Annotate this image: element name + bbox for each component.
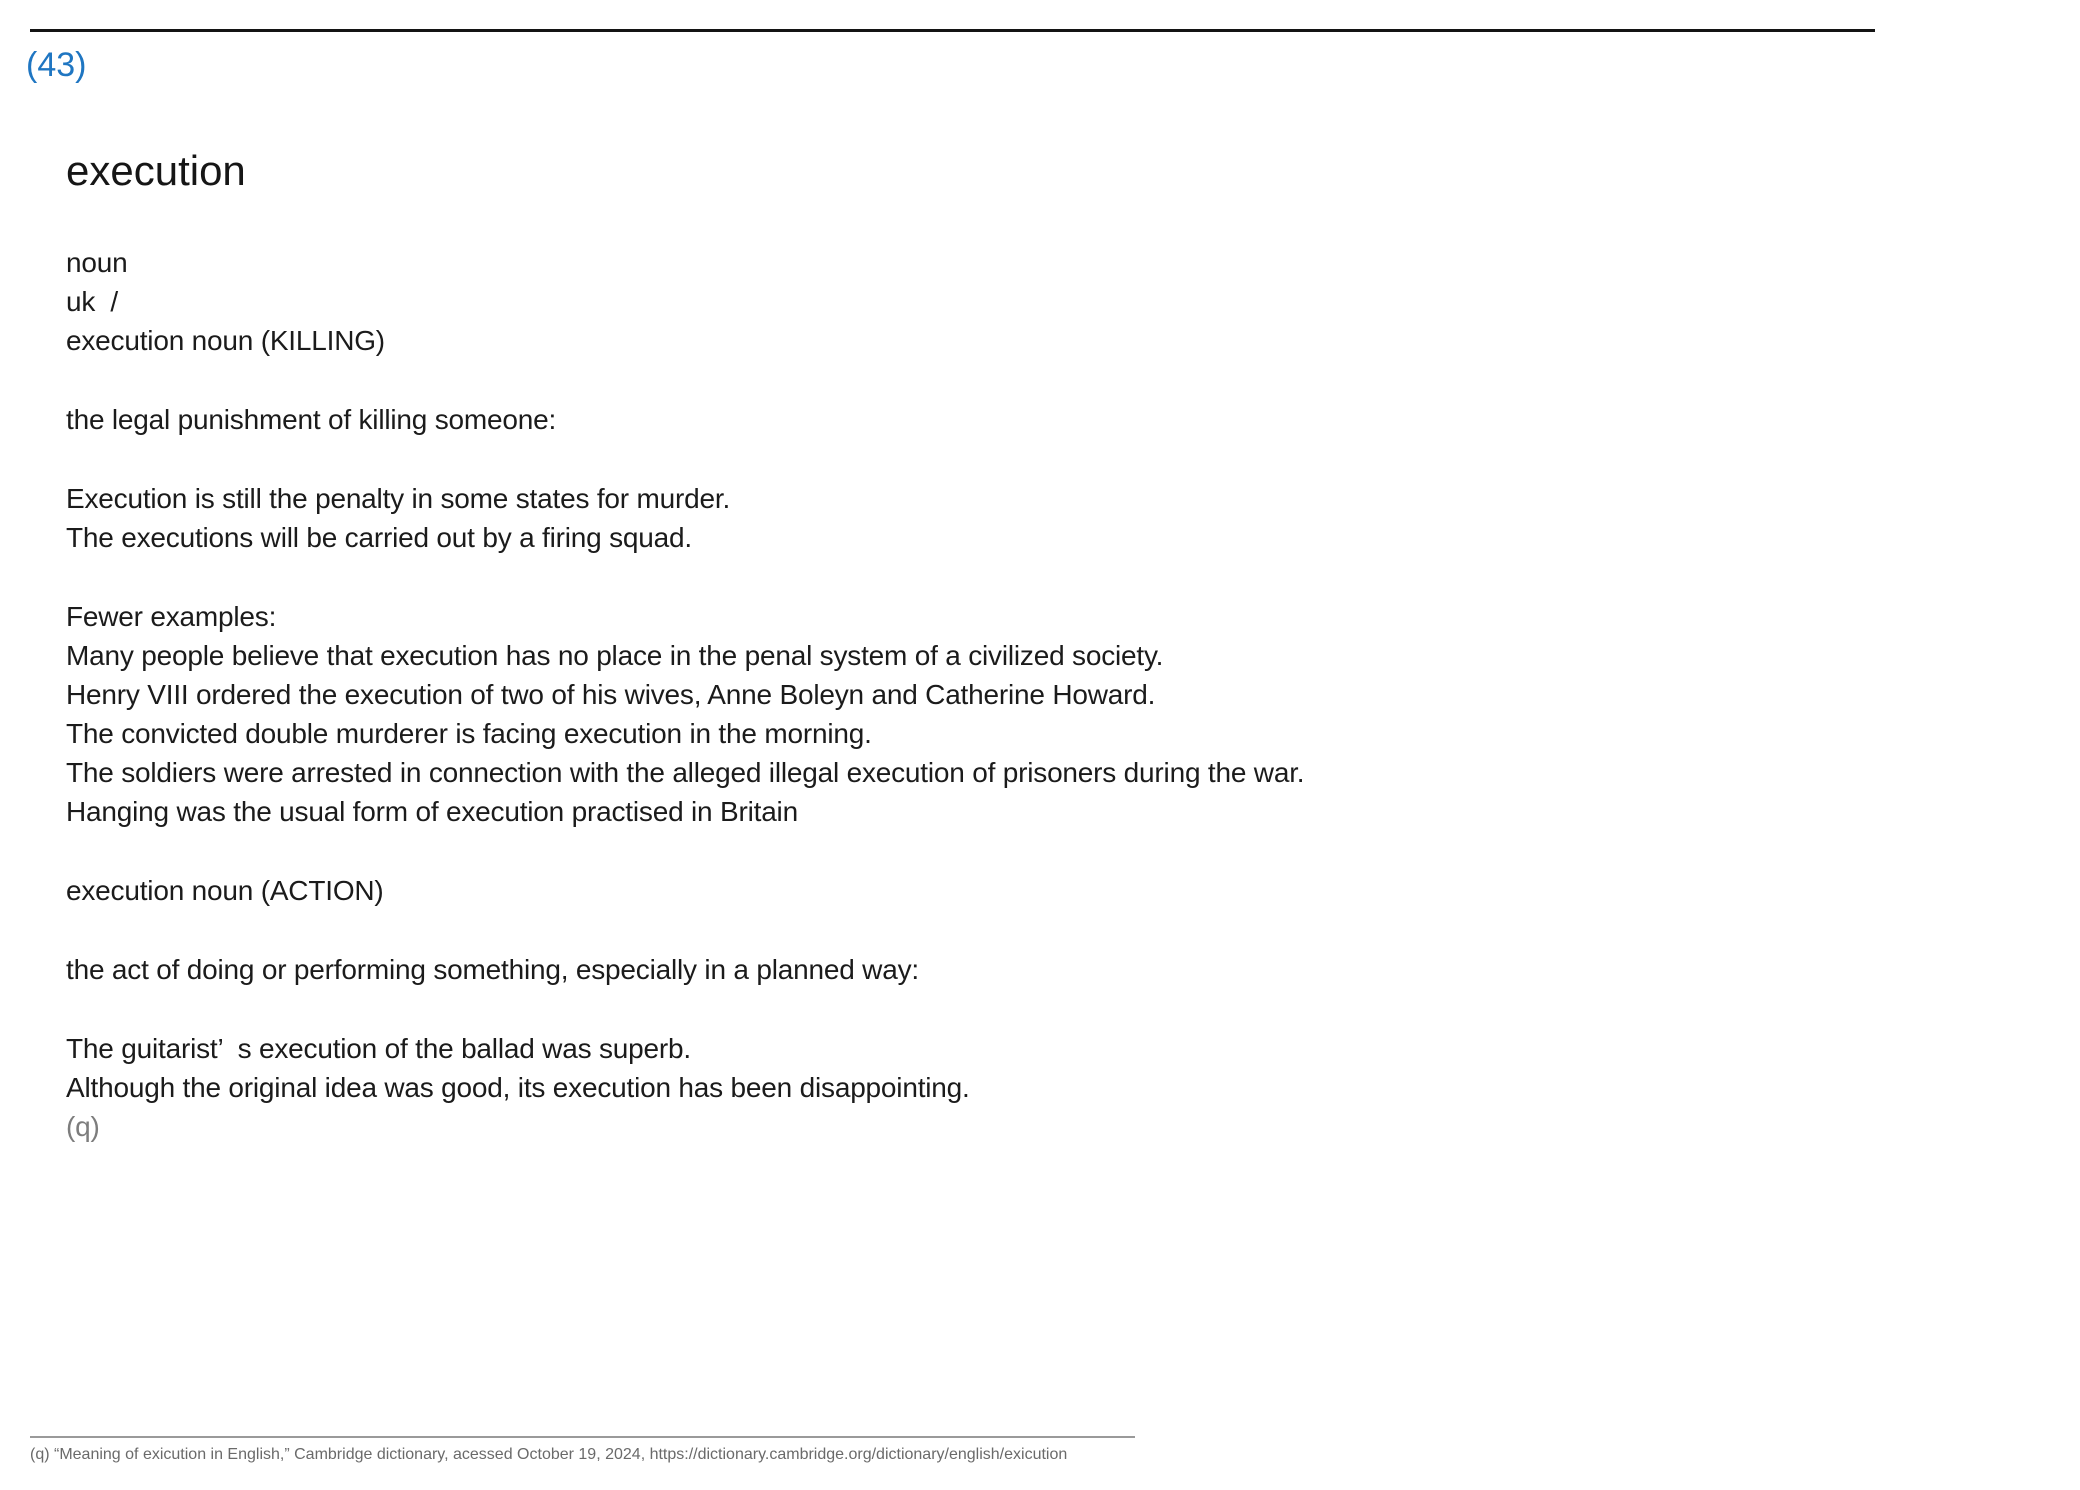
example-line: Execution is still the penalty in some states for murder. [66,483,731,514]
footer-citation: (q) “Meaning of exicution in English,” Cambridge dictionary, acessed October 19, 2024, https://dictionary.cambridge.org/dictionary/english/exicution [30,1446,1068,1463]
entry-body [66,243,1304,1146]
example-line: Although the original idea was good, its execution has been disappointing. [66,1072,970,1103]
pronunciation-label: uk / [66,286,118,317]
example-line: The guitarist’ s execution of the ballad was superb. [66,1033,691,1064]
headword-title: execution [66,147,246,194]
entry-header-block [66,243,1304,360]
sense-killing-definition-block [66,400,1304,439]
sense-killing-examples-block [66,479,1304,557]
example-line: Hanging was the usual form of execution practised in Britain [66,796,798,827]
sense-killing-definition: the legal punishment of killing someone: [66,404,557,435]
footnote-marker: (q) [66,1111,100,1142]
fewer-examples-block [66,597,1304,831]
page-number: (43) [26,46,87,84]
sense-action-heading: execution noun (ACTION) [66,875,384,906]
example-line: The executions will be carried out by a firing squad. [66,522,692,553]
example-line: Henry VIII ordered the execution of two of his wives, Anne Boleyn and Catherine Howard. [66,679,1156,710]
sense-killing-heading: execution noun (KILLING) [66,325,385,356]
fewer-examples-label: Fewer examples: [66,601,277,632]
example-line: The soldiers were arrested in connection with the alleged illegal execution of prisoners during the war. [66,757,1305,788]
sense-action-definition: the act of doing or performing something, especially in a planned way: [66,954,919,985]
part-of-speech-label: noun [66,247,128,278]
example-line: Many people believe that execution has no place in the penal system of a civilized society. [66,640,1164,671]
sense-action-heading-block [66,871,1304,910]
footnote-separator [30,1436,1135,1438]
sense-action-examples-block [66,1029,1304,1146]
top-rule [30,29,1875,32]
example-line: The convicted double murderer is facing execution in the morning. [66,718,872,749]
sense-action-definition-block [66,950,1304,989]
